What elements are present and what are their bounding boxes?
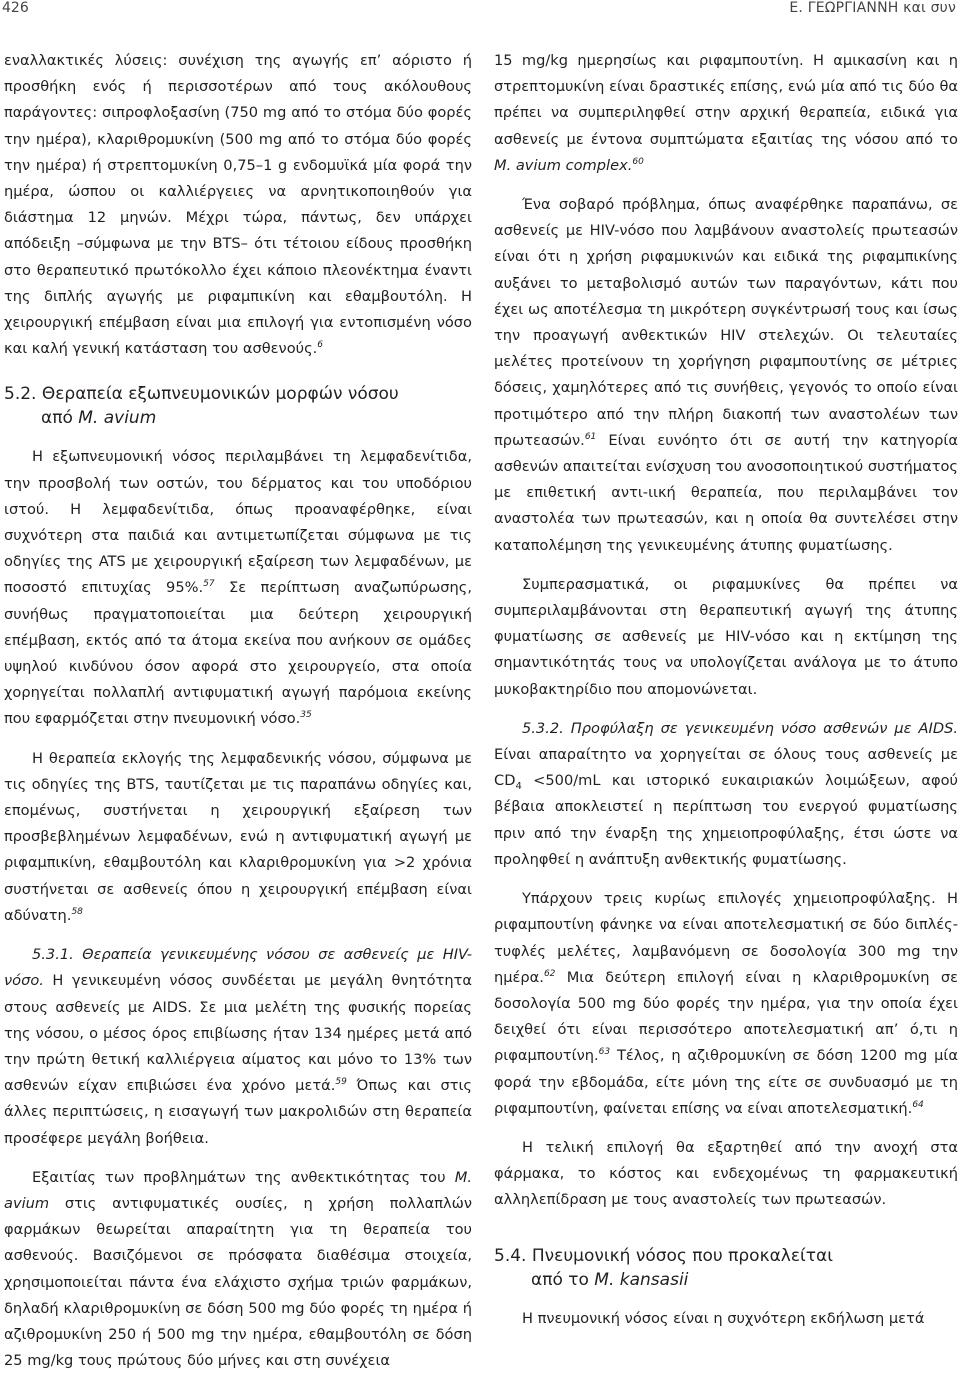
subsection-heading-5-3-1: 5.3.1. Θεραπεία γενικευμένης νόσου σε ασθενείς με HIV-νόσο.	[4, 946, 472, 990]
paragraph: Η θεραπεία εκλογής της λεμφαδενικής νόσου, σύμφωνα με τις οδηγίες της BTS, ταυτίζεται με τις παραπάνω οδηγίες και, επομένως, συστήνεται η χειρουργική εξαίρεση των προσβεβλημένων λεμφαδένων, ενώ η αντιφυματική αγωγή με ριφαμπικίνη, εθαμβουτόλη και κλαριθρομυκίνη για >2 χρόνια συστήνεται σε ασθενείς όπου η χειρουργική επέμβαση είναι αδύνατη.$^{58}$	[4, 749, 472, 924]
paragraph: εναλλακτικές λύσεις: συνέχιση της αγωγής επ’ αόριστο ή προσθήκη ενός ή περισσοτέρων από τους ακόλουθους παράγοντες: σιπροφλοξασίνη (750 mg από το στόμα δύο φορές την ημέρα), κλαριθρομυκίνη (500 mg από το στόμα δύο φορές την ημέρα) ή στρεπτομυκίνη 0,75–1 g ενδομυϊκά μία φορά την ημέρα, ώσπου οι καλλιέργειες να αρνητικοποιηθούν για διάστημα 12 μηνών. Μέχρι τώρα, πάντως, δεν υπάρχει απόδειξη –σύμφωνα με την BTS– ότι τέτοιου είδους προσθήκη στο θεραπευτικό πρωτόκολλο έχει κάποιο πλεονέκτημα έναντι της διπλής αγωγής με ριφαμπικίνη και εθαμβουτόλη. Η χειρουργική επέμβαση είναι μια επιλογή για εντοπισμένη νόσο και καλή γενική κατάσταση του ασθενούς.$^6$	[4, 52, 472, 358]
paragraph: Συμπερασματικά, οι ριφαμυκίνες θα πρέπει να συμπεριλαμβάνονται στη θεραπευτική αγωγή της άτυπης φυματίωσης σε ασθενείς με HIV-νόσο και η εκτίμηση της σημαντικότητάς τους να υπολογίζεται ανάλογα με το άτυπο μυκοβακτηρίδιο που απομονώνεται.	[494, 575, 958, 698]
citation-ref: 59	[335, 1077, 347, 1088]
section-heading-5-2: 5.2. Θεραπεία εξωπνευμονικών μορφών νόσου από M. avium	[4, 384, 399, 429]
paragraph: Η εξωπνευμονική νόσος περιλαμβάνει τη λεμφαδενίτιδα, την προσβολή των οστών, του δέρματος και του υποδόριου ιστού. Η λεμφαδενίτιδα, όπως προαναφέρθηκε, είναι συχνότερη στα παιδιά και αντιμετωπίζεται σύμφωνα με τις οδηγίες της ATS με χειρουργική εξαίρεση των λεμφαδένων, με ποσοστό επιτυχίας 95%.$^{57}$ Σε περίπτωση αναζωπύρωσης, συνήθως πραγματοποιείται μια δεύτερη χειρουργική επέμβαση, εκτός από τα άτομα εκείνα που ανήκουν σε ομάδες υψηλού κινδύνου όσον αφορά στο χειρουργείο, στα οποία χορηγείται πολλαπλή αντιφυματική αγωγή παρόμοια εκείνης που εφαρμόζεται στην πνευμονική νόσο.$^{35}$	[4, 448, 473, 728]
section-heading-5-4: 5.4. Πνευμονική νόσος που προκαλείται από το M. kansasii	[494, 1245, 834, 1290]
citation-ref: 61	[584, 431, 597, 442]
paragraph: 15 mg/kg ημερησίως και ριφαμπουτίνη. Η αμικασίνη και η στρεπτομυκίνη είναι δραστικές επίσης, ενώ μία από τις δύο θα πρέπει να συμπεριληφθεί στην αρχική θεραπεία, ειδικά για ασθενείς με έντονα συμπτώματα εξαιτίας της νόσου από το M. avium complex.$^{60}$	[494, 52, 958, 174]
right-column	[494, 48, 958, 1332]
citation-ref: 6	[317, 340, 324, 351]
running-title: Ε. ΓΕΩΡΓΙΑΝΝΗ και συν	[789, 0, 956, 16]
citation-ref: 63	[598, 1047, 611, 1058]
citation-ref: 62	[543, 968, 556, 979]
citation-ref: 35	[300, 710, 312, 721]
paragraph: Η τελική επιλογή θα εξαρτηθεί από την ανοχή στα φάρμακα, το κόστος και ενδεχομένως τη φαρμακευτική αλληλεπίδραση με τους αναστολείς των πρωτεασών.	[494, 1138, 958, 1209]
paragraph: Ένα σοβαρό πρόβλημα, όπως αναφέρθηκε παραπάνω, σε ασθενείς με HIV-νόσο που λαμβάνουν αναστολείς πρωτεασών είναι ότι η χρήση ριφαμυκινών και ειδικά της ριφαμπικίνης αυξάνει το μεταβολισμό αυτών των παραγόντων, κάτι που έχει ως αποτέλεσμα τη μικρότερη συγκέντρωσή τους και ίσως την προαγωγή ανθεκτικών HIV στελεχών. Οι τελευταίες μελέτες προτείνουν τη χορήγηση ριφαμπουτίνης σε μέτριες δόσεις, χαμηλότερες από τις συνήθεις, γεγονός το οποίο είναι προτιμότερο από την πλήρη διακοπή των αναστολέων των πρωτεασών.$^{61}$ Είναι ευνόητο ότι σε αυτή την κατηγορία ασθενών απαιτείται ενίσχυση του ανοσοποιητικού συστήματος με επιθετική αντι-ιική θεραπεία, που περιλαμβάνει τον αναστολέα των πρωτεασών, και η οποία θα συντελέσει στην καταπολέμηση της γενικευμένης άτυπης φυματίωσης.	[494, 196, 958, 554]
left-column	[4, 48, 472, 1374]
paragraph: Εξαιτίας των προβλημάτων της ανθεκτικότητας του M. avium στις αντιφυματικές ουσίες, η χρήση πολλαπλών φαρμάκων θεωρείται απαραίτητη για τη θεραπεία του ασθενούς. Βασιζόμενοι σε πρόσφατα διαθέσιμα στοιχεία, χρησιμοποιείται πάντα ένα ελάχιστο σχήμα τριών φαρμάκων, δηλαδή κλαριθρομυκίνη σε δόση 500 mg δύο φορές τη ημέρα ή αζιθρομυκίνη 250 ή 500 mg την ημέρα, εθαμβουτόλη σε δόση 25 mg/kg τους πρώτους δύο μήνες και στη συνέχεια	[4, 1168, 472, 1370]
citation-ref: 57	[203, 579, 215, 590]
citation-ref: 64	[912, 1099, 924, 1110]
page-number: 426	[2, 0, 29, 16]
paragraph: Η πνευμονική νόσος είναι η συχνότερη εκδήλωση μετά	[522, 1309, 925, 1327]
subsection-heading-5-3-2: 5.3.2. Προφύλαξη σε γενικευμένη νόσο ασθενών με AIDS.	[522, 719, 958, 737]
paragraph: 5.3.1. Θεραπεία γενικευμένης νόσου σε ασθενείς με HIV-νόσο. Η γενικευμένη νόσος συνδέεται με μεγάλη θνητότητα στους ασθενείς με AIDS. Σε μια μελέτη της φυσικής πορείας της νόσου, ο μέσος όρος επιβίωσης ήταν 134 ημέρες μετά από την πρώτη θετική καλλιέργεια αίματος και μόνο το 13% των ασθενών είχαν επιβιώσει ένα χρόνο μετά.$^{59}$ Όπως και στις άλλες περιπτώσεις, η εισαγωγή των μακρολιδών στη θεραπεία προσέφερε μεγάλη βοήθεια.	[4, 946, 472, 1147]
running-header	[0, 0, 960, 20]
paragraph: Υπάρχουν τρεις κυρίως επιλογές χημειοπροφύλαξης. Η ριφαμπουτίνη φάνηκε να είναι αποτελεσματική σε δύο διπλές-τυφλές μελέτες, λαμβανόμενη σε δοσολογία 300 mg την ημέρα.$^{62}$ Μια δεύτερη επιλογή είναι η κλαριθρομυκίνη σε δοσολογία 500 mg δύο φορές την ημέρα, για την οποία έχει δειχθεί ότι είναι περισσότερο αποτελεσματική απ’ ό,τι η ριφαμπουτίνη.$^{63}$ Τέλος, η αζιθρομυκίνη σε δόση 1200 mg μία φορά την εβδομάδα, είτε μόνη της είτε σε συνδυασμό με τη ριφαμπουτίνη, φαίνεται επίσης να είναι αποτελεσματική.$^{64}$	[494, 890, 958, 1117]
citation-ref: 60	[632, 156, 644, 167]
citation-ref: 58	[71, 907, 83, 918]
paragraph: 5.3.2. Προφύλαξη σε γενικευμένη νόσο ασθενών με AIDS. Είναι απαραίτητο να χορηγείται σε όλους τους ασθενείς με $CD_4 <500/mL$ και ιστορικό ευκαιριακών λοιμώξεων, αφού βέβαια αποκλειστεί η περίπτωση του ενεργού φυματίωσης πριν από την έναρξη της χημειοπροφύλαξης, έτσι ώστε να προληφθεί η ανάπτυξη ανθεκτικής φυματίωσης.	[494, 719, 958, 868]
